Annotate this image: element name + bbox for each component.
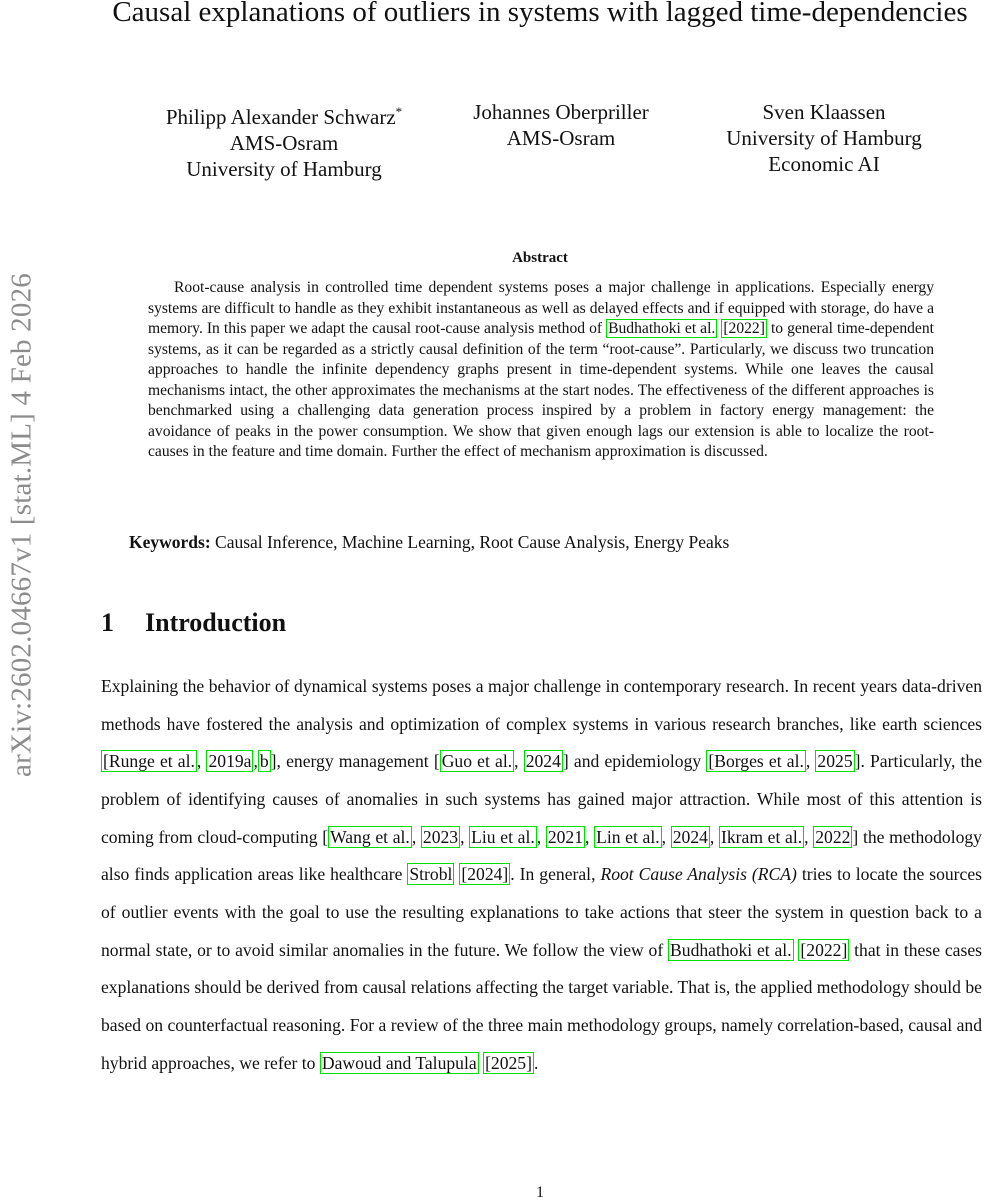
- intro-text: ]. Particularly, the problem of identifying causes of anomalies in such systems has gained major attraction. While most of this attention is coming from cloud-computing [: [101, 751, 983, 847]
- intro-text: ,: [804, 826, 814, 847]
- author-3: [698, 99, 950, 177]
- intro-text: .: [533, 1052, 539, 1073]
- citation-budhathoki[interactable]: Budhathoki et al.: [670, 939, 792, 960]
- author-1-affiliation-2: University of Hamburg: [186, 157, 382, 181]
- intro-text: tries to locate the sources of outlier events with the goal to use the resulting explanations to take actions that steer the system in question back to a normal state, or to avoid similar anomalies in the future. We follow the view of: [101, 864, 982, 960]
- author-2-affiliation-1: AMS-Osram: [506, 126, 616, 150]
- citation-runge[interactable]: [101, 750, 197, 772]
- abstract-text: [148, 278, 934, 463]
- keywords: [129, 532, 729, 553]
- keywords-label: Keywords:: [129, 532, 211, 552]
- citation-lin-2024[interactable]: 2024: [672, 826, 708, 847]
- intro-text: ,: [196, 751, 207, 772]
- abstract-heading: Abstract: [512, 250, 568, 266]
- section-heading-introduction: [101, 608, 286, 638]
- citation-budhathoki-authors[interactable]: Budhathoki et al.: [608, 320, 716, 337]
- citation-borges-2025[interactable]: 2025: [817, 751, 853, 772]
- intro-text: ,: [253, 751, 258, 772]
- intro-text: ,: [536, 826, 546, 847]
- author-2: [440, 99, 682, 151]
- arxiv-identifier-text: arXiv:2602.04667v1 [stat.ML] 4 Feb 2026: [5, 273, 38, 777]
- keywords-text: Causal Inference, Machine Learning, Root Cause Analysis, Energy Peaks: [215, 532, 730, 552]
- citation-lin[interactable]: Lin et al.: [596, 826, 660, 847]
- citation-ikram-2022[interactable]: 2022: [815, 826, 851, 847]
- intro-text: ] and epidemiology: [562, 751, 707, 772]
- intro-text: ,: [709, 826, 719, 847]
- citation-wang-2023[interactable]: 2023: [422, 826, 459, 847]
- author-1-mark: *: [395, 104, 403, 119]
- section-title: Introduction: [145, 608, 287, 637]
- term-rca: Root Cause Analysis (RCA): [600, 864, 797, 885]
- citation-borges-authors: Borges et al.: [714, 751, 804, 772]
- citation-ikram[interactable]: Ikram et al.: [721, 826, 803, 847]
- introduction-paragraph: [101, 668, 982, 1082]
- citation-budhathoki-2022[interactable]: [2022]: [800, 939, 848, 960]
- citation-dawoud[interactable]: Dawoud and Talupula: [321, 1052, 477, 1073]
- citation-liu[interactable]: Liu et al.: [471, 826, 535, 847]
- arxiv-identifier: [0, 205, 44, 845]
- citation-runge-2019a[interactable]: 2019a: [208, 751, 252, 772]
- intro-text: ,: [585, 826, 595, 847]
- author-1-affiliation-1: AMS-Osram: [229, 131, 339, 155]
- citation-guo-2024[interactable]: 2024: [525, 751, 561, 772]
- citation-bracket: [: [103, 751, 109, 772]
- author-1: [134, 99, 434, 182]
- intro-text: ,: [460, 826, 470, 847]
- section-number: 1: [101, 608, 114, 637]
- intro-text: . In general,: [510, 864, 601, 885]
- author-3-affiliation-1: University of Hamburg: [726, 126, 922, 150]
- author-2-name: Johannes Oberpriller: [473, 100, 649, 124]
- citation-strobl-2024[interactable]: [2024]: [461, 864, 509, 885]
- citation-guo[interactable]: Guo et al.: [441, 751, 513, 772]
- page-number: 1: [536, 1184, 544, 1201]
- author-1-name: Philipp Alexander Schwarz: [165, 105, 396, 129]
- citation-wang[interactable]: Wang et al.: [330, 826, 410, 847]
- citation-strobl[interactable]: Strobl: [409, 864, 453, 885]
- intro-text: ,: [411, 826, 421, 847]
- intro-text: ,: [805, 751, 816, 772]
- intro-text: ] the methodology also finds application areas like healthcare: [101, 826, 982, 885]
- paper-title: Causal explanations of outliers in systems with lagged time-dependencies: [112, 0, 968, 28]
- intro-text: ,: [661, 826, 671, 847]
- citation-runge-2019b[interactable]: b: [259, 751, 269, 772]
- author-3-affiliation-2: Economic AI: [768, 152, 880, 176]
- citation-liu-2021[interactable]: 2021: [547, 826, 583, 847]
- intro-text: ], energy management [: [270, 751, 440, 772]
- citation-runge-authors: Runge et al.: [108, 751, 195, 772]
- citation-dawoud-2025[interactable]: [2025]: [485, 1052, 532, 1073]
- intro-text: Explaining the behavior of dynamical systems poses a major challenge in contemporary research. In recent years data-driven methods have fostered the analysis and optimization of complex systems in various research branches, like earth sciences: [101, 676, 982, 734]
- intro-text: that in these cases explanations should be derived from causal relations affecting the target variable. That is, the applied methodology should be based on counterfactual reasoning. For a review of the three main methodology groups, namely correlation-based, causal and hybrid approaches, we refer to: [101, 939, 982, 1073]
- intro-text: ,: [514, 751, 524, 772]
- citation-borges[interactable]: [706, 750, 806, 772]
- abstract-part-1: Root-cause analysis in controlled time dependent systems poses a major challenge in applications. Especially energy systems are difficult to handle as they exhibit instantaneous as well as delayed effects and if equipped with storage, do have a memory. In this paper we adapt the causal root-cause analysis method of: [148, 279, 934, 337]
- citation-bracket: [: [708, 751, 715, 772]
- author-3-name: Sven Klaassen: [762, 100, 886, 124]
- citation-budhathoki-year[interactable]: [2022]: [723, 320, 765, 337]
- abstract-part-2: to general time-dependent systems, as it can be regarded as a strictly causal definition of the term “root-cause”. Particularly, we discuss two truncation approaches to handle the infinite dependency graphs present in time-dependent systems. While one leaves the causal mechanisms intact, the other approximates the mechanisms at the start nodes. The effectiveness of the different approaches is benchmarked using a challenging data generation process inspired by a problem in factory energy management: the avoidance of peaks in the power consumption. We show that given enough lags our extension is able to localize the root-causes in the feature and time domain. Further the effect of mechanism approximation is discussed.: [148, 320, 934, 460]
